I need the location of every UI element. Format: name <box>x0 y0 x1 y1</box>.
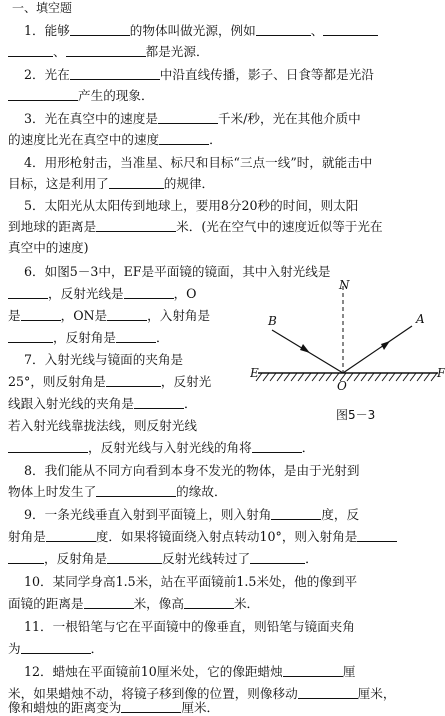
question-1-line-1: 1．能够 的物体叫做光源，例如 、 <box>24 23 378 39</box>
question-7-line-5: ，反射光线与入射光线的角将 ． <box>8 440 314 456</box>
question-4-line-2: 目标，这是利用了 的规律． <box>8 176 215 191</box>
question-5-line-3: 真空中的速度) <box>8 240 89 255</box>
blank <box>96 219 176 232</box>
blank <box>121 700 181 713</box>
blank <box>70 23 130 36</box>
blank <box>66 44 146 57</box>
question-3-line-2: 的速度比光在真空中的速度 ． <box>8 132 222 147</box>
question-7-line-1: 7．入射光线与镜面的夹角是 <box>24 352 184 367</box>
blank <box>8 286 48 299</box>
blank <box>134 396 184 409</box>
blank <box>158 111 218 124</box>
blank <box>116 330 156 343</box>
question-6-line-1: 6．如图5－3中，EF是平面镜的镜面，其中入射光线是 <box>24 264 331 279</box>
incident-arrow <box>300 344 310 353</box>
question-7-line-3: 线跟入射光线的夹角是 ． <box>8 396 197 411</box>
question-2-line-2: 产生的现象． <box>8 88 154 104</box>
figure-caption: 图5－3 <box>336 408 376 422</box>
blank <box>107 551 162 564</box>
blank <box>256 23 311 36</box>
blank <box>8 44 53 57</box>
question-10-line-1: 10．某同学身高1.5米，站在平面镜前1.5米处，他的像到平 <box>24 574 358 589</box>
question-9-line-2: 射角是 度．如果将镜面绕入射点转动10°，则入射角是 <box>8 529 397 545</box>
blank <box>323 23 378 36</box>
question-4-line-1: 4．用形枪射击，当准星、标尺和目标“三点一线”时，就能击中 <box>24 155 373 170</box>
question-12-line-2: 米，如果蜡烛不动，将镜子移到像的位置，则像移动 厘米， <box>8 686 396 701</box>
blank <box>8 440 88 453</box>
label-o: O <box>337 379 347 393</box>
reflected-ray <box>343 326 412 373</box>
blank <box>106 374 161 387</box>
question-6-line-2: ，反射光线是 ，O <box>8 286 196 302</box>
label-f: F <box>437 366 445 380</box>
question-7-line-2: 25°，则反射角是 ，反射光 <box>8 374 212 389</box>
question-8-line-1: 8．我们能从不同方向看到本身不发光的物体，是由于光射到 <box>24 463 360 478</box>
blank <box>21 641 91 654</box>
blank <box>250 551 305 564</box>
question-11-line-2: 为 ． <box>8 641 104 656</box>
label-b: B <box>268 314 277 328</box>
blank <box>84 596 134 609</box>
question-1-line-2: 、 都是光源． <box>8 44 209 60</box>
blank <box>70 67 160 80</box>
question-9-line-1: 9．一条光线垂直入射到平面镜上，则入射角 度，反 <box>24 507 360 522</box>
question-5-line-1: 5．太阳光从太阳传到地球上，要用8分20秒的时间，则太阳 <box>24 198 359 213</box>
blank <box>298 686 358 699</box>
question-6-line-3: 是 ，ON是 ，入射角是 <box>8 308 211 323</box>
section-heading: 一、填空题 <box>12 1 73 15</box>
blank <box>184 596 234 609</box>
question-5-line-2: 到地球的距离是 米．(光在空气中的速度近似等于光在 <box>8 219 383 234</box>
blank <box>252 440 302 453</box>
question-6-line-4: ，反射角是 ． <box>8 330 169 346</box>
blank <box>8 88 78 101</box>
label-e: E <box>250 366 259 380</box>
blank <box>107 308 147 321</box>
blank <box>357 529 397 542</box>
question-3-line-1: 3．光在真空中的速度是 千米/秒，光在其他介质中 <box>24 111 361 126</box>
label-a: A <box>416 312 425 326</box>
blank <box>283 664 343 677</box>
blank <box>124 286 174 299</box>
question-8-line-2: 物体上时发生了 的缘故． <box>8 484 227 499</box>
question-7-line-4: 若入射光线靠拢法线，则反射光线 <box>8 418 197 433</box>
blank <box>8 551 44 564</box>
question-2-line-1: 2．光在 中沿直线传播，影子、日食等都是光沿 <box>24 67 374 82</box>
blank <box>46 529 96 542</box>
question-10-line-2: 面镜的距离是 米，像高 米． <box>8 596 260 611</box>
blank <box>271 507 321 520</box>
question-9-line-3: ，反射角是 反射光线转过了 ． <box>8 551 318 567</box>
blank <box>96 484 176 497</box>
blank <box>109 176 164 189</box>
blank <box>8 330 53 343</box>
reflected-arrow <box>381 341 390 350</box>
blank <box>21 308 61 321</box>
blank <box>159 132 209 145</box>
question-12-line-1: 12．蜡烛在平面镜前10厘米处，它的像距蜡烛 厘 <box>24 664 356 679</box>
question-12-line-3: 像和蜡烛的距离变为 厘米． <box>8 700 220 715</box>
label-n: N <box>339 280 350 292</box>
question-11-line-1: 11．一根铅笔与它在平面镜中的像垂直，则铅笔与镜面夹角 <box>24 619 355 634</box>
